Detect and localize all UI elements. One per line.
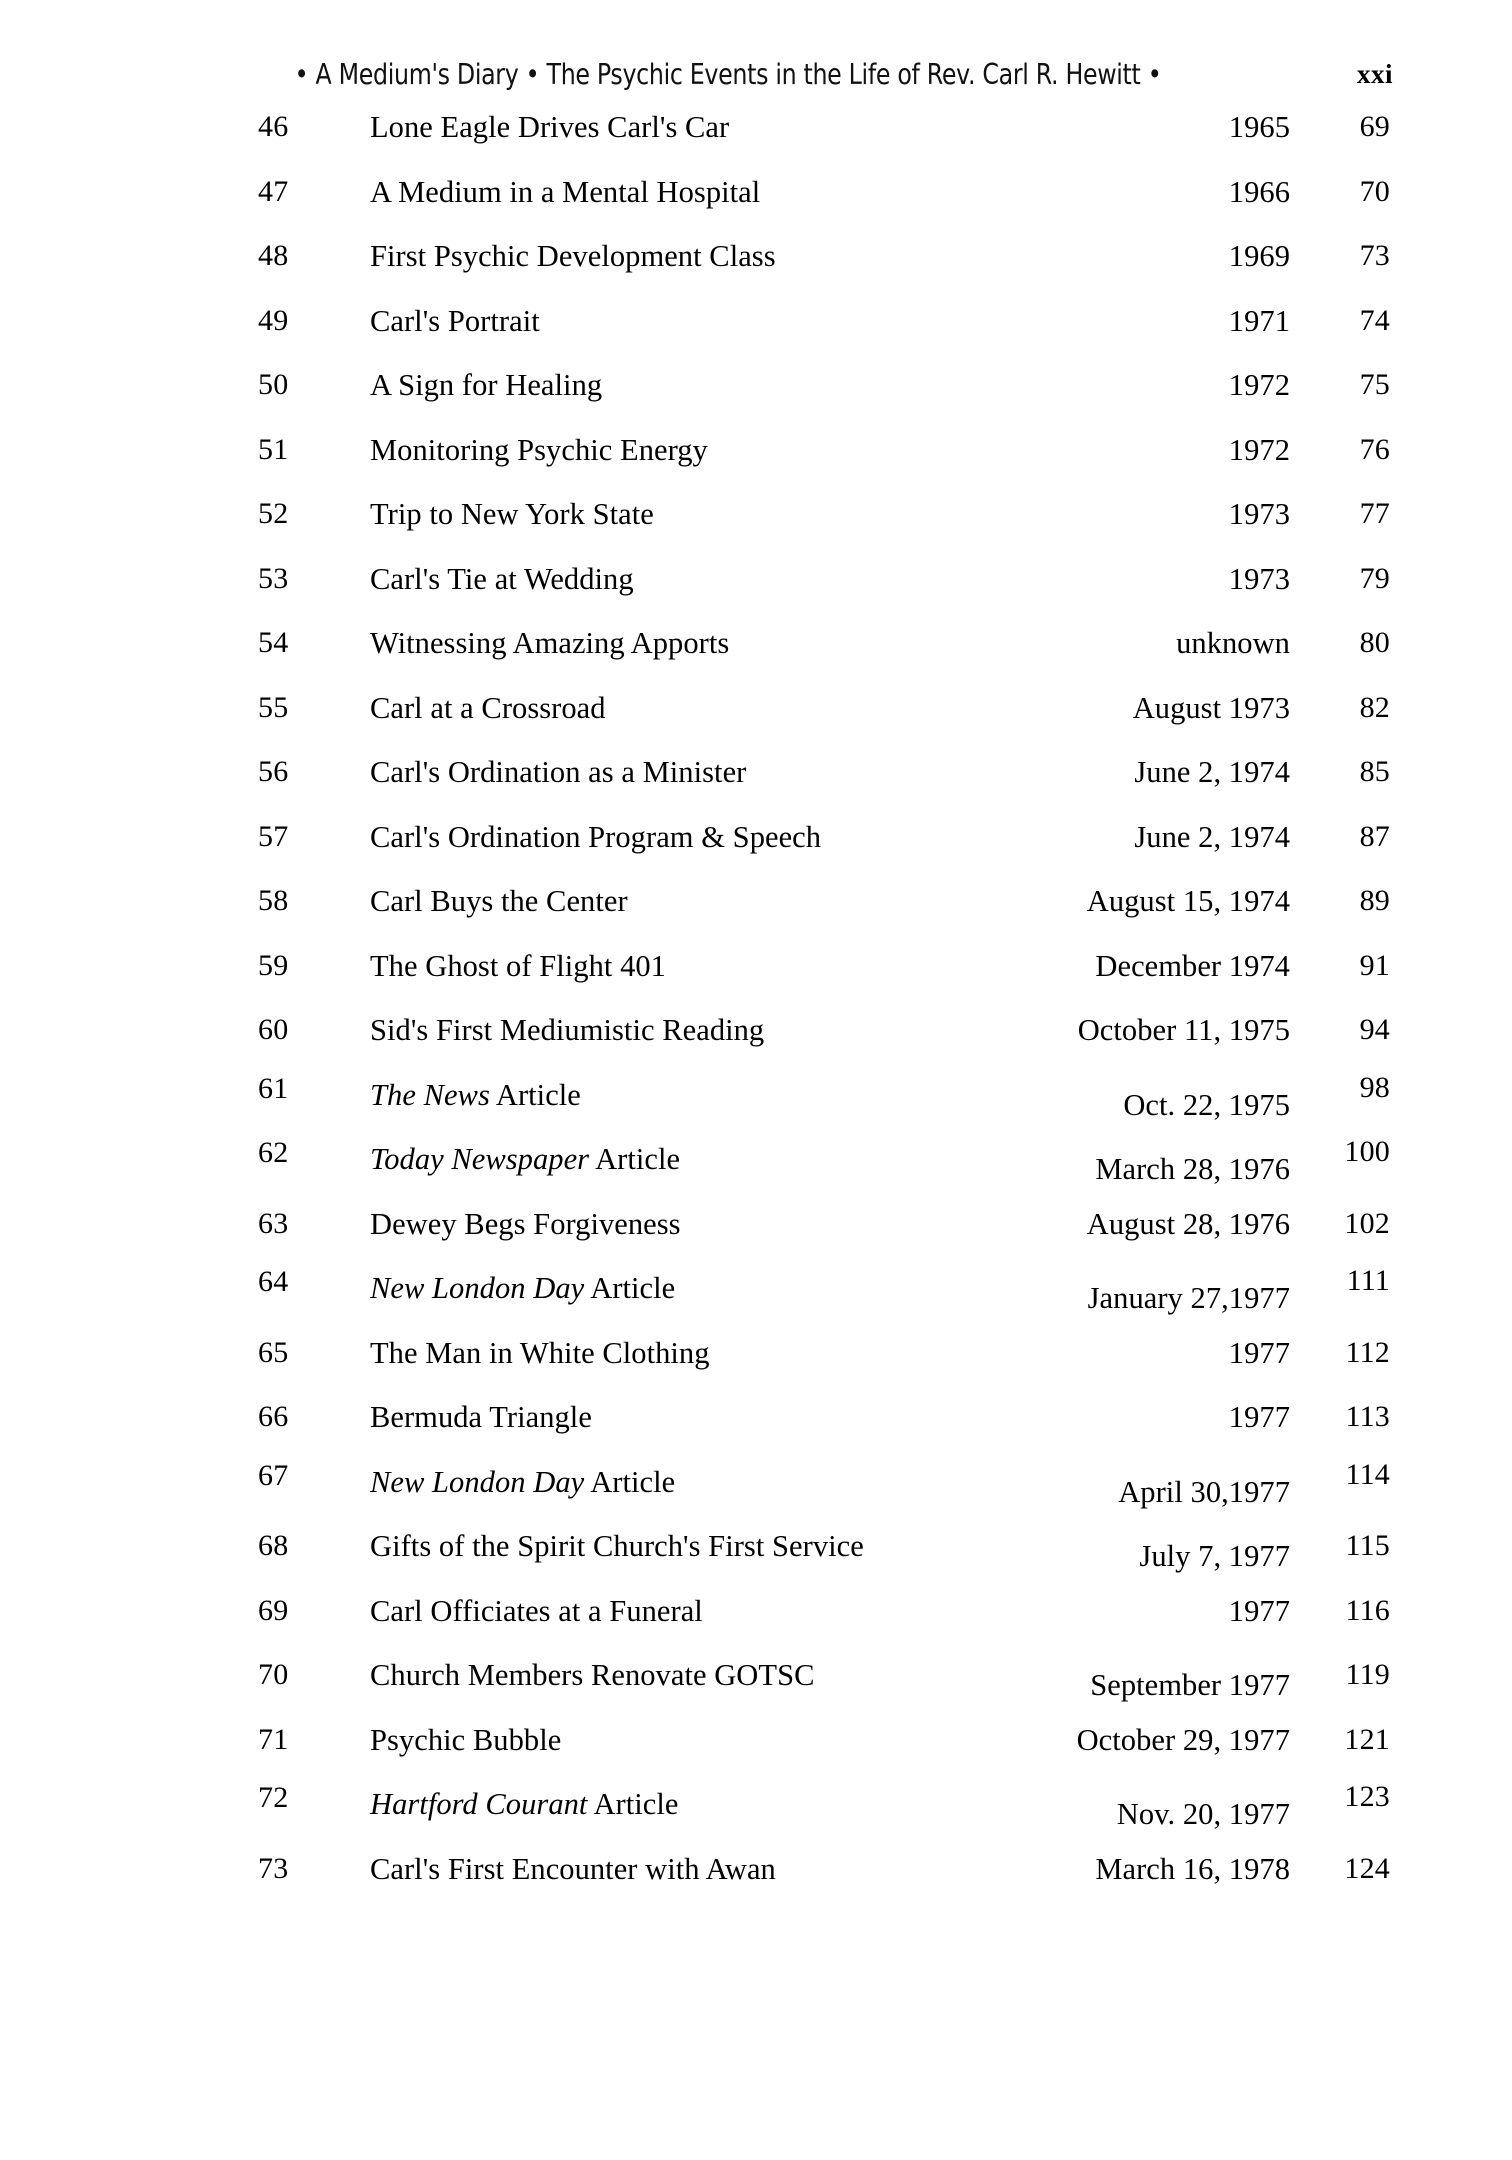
- entry-number: 60: [258, 1013, 289, 1046]
- entry-title-roman-part: Monitoring Psychic Energy: [370, 432, 708, 467]
- entry-date: 1972: [1228, 432, 1290, 467]
- entry-date: 1977: [1228, 1400, 1290, 1434]
- entry-title-roman-part: Article: [584, 1464, 676, 1499]
- entry-title-roman-part: The Ghost of Flight 401: [370, 948, 666, 983]
- entry-number: 52: [258, 497, 289, 530]
- entry-number: 68: [258, 1529, 289, 1562]
- entry-title-roman-part: A Sign for Healing: [370, 368, 603, 402]
- entry-page-number[interactable]: 114: [1345, 1457, 1390, 1491]
- entry-number: 50: [258, 368, 289, 401]
- table-row[interactable]: [0, 1330, 1512, 1395]
- entry-page-number[interactable]: 70: [1359, 174, 1390, 208]
- entry-page-number[interactable]: 111: [1346, 1264, 1390, 1297]
- entry-date: 1977: [1228, 1335, 1290, 1370]
- running-header: [258, 58, 1393, 98]
- entry-page-number[interactable]: 115: [1345, 1529, 1390, 1562]
- entry-page-number[interactable]: 75: [1359, 368, 1390, 401]
- entry-number: 64: [258, 1265, 289, 1298]
- entry-date: 1973: [1228, 497, 1290, 531]
- entry-number: 66: [258, 1400, 289, 1433]
- entry-date: August 15, 1974: [1086, 884, 1290, 918]
- table-row[interactable]: [0, 1007, 1512, 1072]
- entry-title-italic-part: New London Day: [370, 1271, 585, 1305]
- entry-page-number[interactable]: 112: [1345, 1335, 1390, 1369]
- entry-date: Nov. 20, 1977: [1116, 1797, 1290, 1831]
- table-of-contents-list: [0, 104, 1512, 1910]
- entry-number: 56: [258, 755, 289, 788]
- entry-number: 70: [258, 1658, 289, 1691]
- entry-date: April 30,1977: [1118, 1474, 1290, 1509]
- entry-number: 48: [258, 239, 289, 272]
- table-row[interactable]: [0, 491, 1512, 556]
- entry-page-number[interactable]: 119: [1345, 1658, 1390, 1691]
- entry-number: 59: [258, 948, 289, 982]
- running-header-title: • A Medium's Diary • The Psychic Events in the Life of Rev. Carl R. Hewitt •: [294, 58, 1162, 92]
- entry-date: October 11, 1975: [1077, 1013, 1290, 1047]
- entry-date: 1977: [1228, 1593, 1290, 1628]
- entry-title-roman-part: Carl at a Crossroad: [370, 690, 606, 725]
- entry-title-italic-part: The News: [370, 1077, 490, 1112]
- table-row[interactable]: [0, 427, 1512, 492]
- entry-page-number[interactable]: 77: [1359, 497, 1390, 530]
- table-row[interactable]: [0, 1781, 1512, 1846]
- entry-date: October 29, 1977: [1076, 1722, 1290, 1757]
- entry-page-number[interactable]: 73: [1359, 239, 1390, 272]
- table-row[interactable]: [0, 556, 1512, 621]
- table-row[interactable]: [0, 104, 1512, 169]
- entry-number: 49: [258, 303, 289, 337]
- table-row[interactable]: [0, 1717, 1512, 1782]
- entry-date: January 27,1977: [1087, 1281, 1290, 1315]
- entry-number: 55: [258, 690, 289, 724]
- entry-number: 51: [258, 432, 289, 466]
- entry-number: 73: [258, 1851, 289, 1885]
- entry-page-number[interactable]: 82: [1359, 690, 1390, 724]
- entry-title-roman-part: Article: [587, 1787, 679, 1821]
- entry-number: 58: [258, 884, 289, 917]
- table-row[interactable]: [0, 298, 1512, 363]
- entry-title-roman-part: Church Members Renovate GOTSC: [370, 1658, 815, 1692]
- entry-page-number[interactable]: 100: [1344, 1135, 1390, 1168]
- entry-number: 72: [258, 1781, 289, 1814]
- entry-page-number[interactable]: 85: [1359, 755, 1390, 788]
- entry-title-roman-part: Carl's Ordination as a Minister: [370, 755, 747, 789]
- table-row[interactable]: [0, 620, 1512, 685]
- entry-title-roman-part: Dewey Begs Forgiveness: [370, 1206, 681, 1241]
- entry-page-number[interactable]: 94: [1359, 1013, 1390, 1046]
- entry-title-italic-part: Hartford Courant: [370, 1787, 588, 1821]
- entry-page-number[interactable]: 69: [1359, 110, 1390, 143]
- entry-page-number[interactable]: 89: [1359, 884, 1390, 917]
- entry-title-italic-part: Today Newspaper: [370, 1142, 590, 1176]
- entry-date: unknown: [1176, 626, 1290, 660]
- entry-date: 1966: [1228, 174, 1290, 209]
- table-row[interactable]: [0, 943, 1512, 1008]
- entry-page-number[interactable]: 87: [1359, 819, 1390, 853]
- table-row[interactable]: [0, 749, 1512, 814]
- entry-title-roman-part: Lone Eagle Drives Carl's Car: [370, 110, 730, 144]
- entry-date: 1965: [1228, 110, 1290, 144]
- entry-number: 62: [258, 1136, 289, 1169]
- entry-page-number[interactable]: 76: [1359, 432, 1390, 466]
- table-row[interactable]: [0, 1523, 1512, 1588]
- entry-page-number[interactable]: 124: [1344, 1851, 1390, 1885]
- entry-date: July 7, 1977: [1139, 1539, 1290, 1573]
- table-row[interactable]: [0, 1588, 1512, 1653]
- entry-title-roman-part: Article: [589, 1142, 681, 1176]
- entry-page-number[interactable]: 113: [1345, 1400, 1390, 1433]
- entry-number: 57: [258, 819, 289, 853]
- entry-date: 1969: [1228, 239, 1290, 273]
- page-folio-number: xxi: [1356, 59, 1393, 89]
- entry-title-roman-part: Carl's Ordination Program & Speech: [370, 819, 822, 854]
- entry-title-roman-part: Trip to New York State: [370, 497, 654, 531]
- entry-title-roman-part: Gifts of the Spirit Church's First Service: [370, 1529, 864, 1563]
- entry-title-roman-part: Article: [489, 1077, 581, 1112]
- entry-title-roman-part: Carl's Portrait: [370, 303, 540, 338]
- table-row[interactable]: [0, 233, 1512, 298]
- entry-number: 71: [258, 1722, 289, 1756]
- table-row[interactable]: [0, 878, 1512, 943]
- entry-title-roman-part: Witnessing Amazing Apports: [370, 626, 730, 660]
- entry-title-roman-part: Carl's Tie at Wedding: [370, 561, 634, 596]
- entry-page-number[interactable]: 121: [1344, 1722, 1390, 1756]
- entry-page-number[interactable]: 79: [1359, 561, 1390, 595]
- entry-date: 1972: [1228, 368, 1290, 402]
- entry-number: 67: [258, 1458, 289, 1492]
- table-row[interactable]: [0, 1072, 1512, 1137]
- table-row[interactable]: [0, 1136, 1512, 1201]
- entry-page-number[interactable]: 98: [1359, 1070, 1390, 1104]
- entry-date: December 1974: [1095, 948, 1290, 983]
- entry-number: 65: [258, 1335, 289, 1369]
- entry-title-roman-part: Bermuda Triangle: [370, 1400, 592, 1434]
- table-row[interactable]: [0, 1459, 1512, 1524]
- entry-page-number[interactable]: 91: [1359, 948, 1390, 982]
- entry-date: June 2, 1974: [1134, 819, 1290, 854]
- entry-date: 1971: [1228, 303, 1290, 338]
- table-row[interactable]: [0, 685, 1512, 750]
- entry-date: June 2, 1974: [1134, 755, 1290, 789]
- entry-date: 1973: [1228, 561, 1290, 596]
- entry-date: August 28, 1976: [1086, 1206, 1290, 1241]
- entry-title-roman-part: Carl's First Encounter with Awan: [370, 1851, 776, 1886]
- entry-title-roman-part: Carl Buys the Center: [370, 884, 628, 918]
- entry-date: March 16, 1978: [1095, 1851, 1290, 1886]
- entry-number: 53: [258, 561, 289, 595]
- table-row[interactable]: [0, 169, 1512, 234]
- entry-date: Oct. 22, 1975: [1123, 1087, 1290, 1122]
- table-row[interactable]: [0, 1394, 1512, 1459]
- table-row[interactable]: [0, 362, 1512, 427]
- entry-date: September 1977: [1090, 1668, 1290, 1702]
- entry-date: August 1973: [1132, 690, 1290, 725]
- table-row[interactable]: [0, 1201, 1512, 1266]
- entry-page-number[interactable]: 74: [1359, 303, 1390, 337]
- entry-number: 69: [258, 1593, 289, 1627]
- entry-number: 47: [258, 174, 289, 208]
- entry-number: 54: [258, 626, 289, 659]
- entry-title-roman-part: Sid's First Mediumistic Reading: [370, 1013, 765, 1047]
- entry-title-roman-part: A Medium in a Mental Hospital: [370, 174, 761, 209]
- entry-page-number[interactable]: 102: [1344, 1206, 1390, 1240]
- entry-page-number[interactable]: 116: [1345, 1593, 1390, 1627]
- table-row[interactable]: [0, 1652, 1512, 1717]
- entry-number: 46: [258, 110, 289, 143]
- entry-title-roman-part: Article: [584, 1271, 676, 1305]
- entry-title-roman-part: Carl Officiates at a Funeral: [370, 1593, 703, 1628]
- entry-title-italic-part: New London Day: [370, 1464, 585, 1499]
- entry-title-roman-part: The Man in White Clothing: [370, 1335, 710, 1370]
- entry-title-roman-part: Psychic Bubble: [370, 1722, 562, 1757]
- entry-number: 63: [258, 1206, 289, 1240]
- entry-date: March 28, 1976: [1095, 1152, 1290, 1186]
- table-row[interactable]: [0, 1846, 1512, 1911]
- table-row[interactable]: [0, 1265, 1512, 1330]
- entry-number: 61: [258, 1071, 289, 1105]
- entry-page-number[interactable]: 123: [1344, 1780, 1390, 1813]
- entry-page-number[interactable]: 80: [1359, 626, 1390, 659]
- table-row[interactable]: [0, 814, 1512, 879]
- entry-title-roman-part: First Psychic Development Class: [370, 239, 776, 273]
